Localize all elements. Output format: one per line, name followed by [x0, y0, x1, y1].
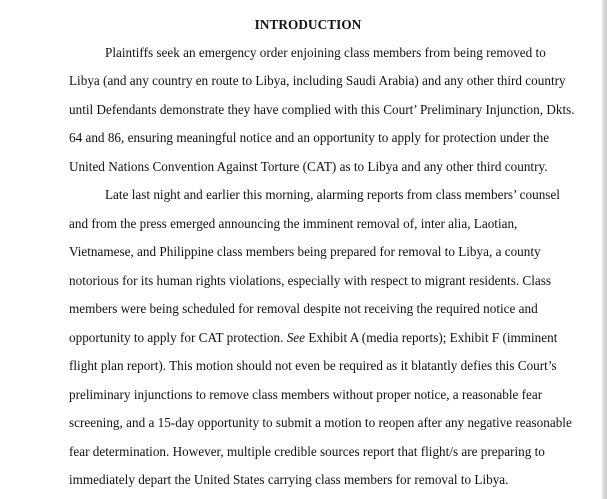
paragraph-1-line-5: United Nations Convention Against Torture (CAT) as to Libya and any other third country. — [69, 159, 548, 174]
line-6-text-a: opportunity to apply for CAT protection. — [69, 330, 287, 345]
line-6-text-b: Exhibit A (media reports); Exhibit F (imminent — [305, 330, 558, 345]
paragraph-2-line-10: fear determination. However, multiple credible sources report that flight/s are preparing to — [69, 444, 545, 459]
paragraph-2-line-4: notorious for its human rights violations, especially with respect to migrant residents. Class — [69, 273, 552, 288]
paragraph-1-line-3: until Defendants demonstrate they have complied with this Court’ Preliminary Injunction, Dkts. — [69, 102, 575, 117]
paragraph-2-line-9: screening, and a 15-day opportunity to submit a motion to reopen after any negative reasonable — [69, 415, 572, 430]
see-citation-signal: See — [286, 330, 306, 345]
paragraph-2-line-1: Late last night and earlier this morning, alarming reports from class members’ counsel — [105, 187, 560, 202]
paragraph-2-line-7: flight plan report). This motion should not even be required as it blatantly defies this Court’s — [69, 358, 557, 373]
paragraph-2-line-6 — [69, 330, 557, 346]
paragraph-2-line-2: and from the press emerged announcing the imminent removal of, inter alia, Laotian, — [69, 216, 518, 231]
paragraph-2-line-5: members were being scheduled for removal despite not receiving the required notice and — [69, 301, 538, 316]
paragraph-1-line-1: Plaintiffs seek an emergency order enjoining class members from being removed to — [105, 45, 546, 60]
paragraph-2-line-11: immediately depart the United States carrying class members for removal to Libya. — [69, 472, 509, 487]
paragraph-1-line-2: Libya (and any country en route to Libya, including Saudi Arabia) and any other third country — [69, 73, 566, 88]
paragraph-2-line-8: preliminary injunctions to remove class members without proper notice, a reasonable fear — [69, 387, 543, 402]
paragraph-1-line-4: 64 and 86, ensuring meaningful notice and an opportunity to apply for protection under the — [69, 130, 550, 145]
section-heading: INTRODUCTION — [254, 17, 362, 32]
paragraph-2-line-3: Vietnamese, and Philippine class members being prepared for removal to Libya, a county — [69, 244, 541, 259]
viewer-edge — [602, 0, 607, 499]
